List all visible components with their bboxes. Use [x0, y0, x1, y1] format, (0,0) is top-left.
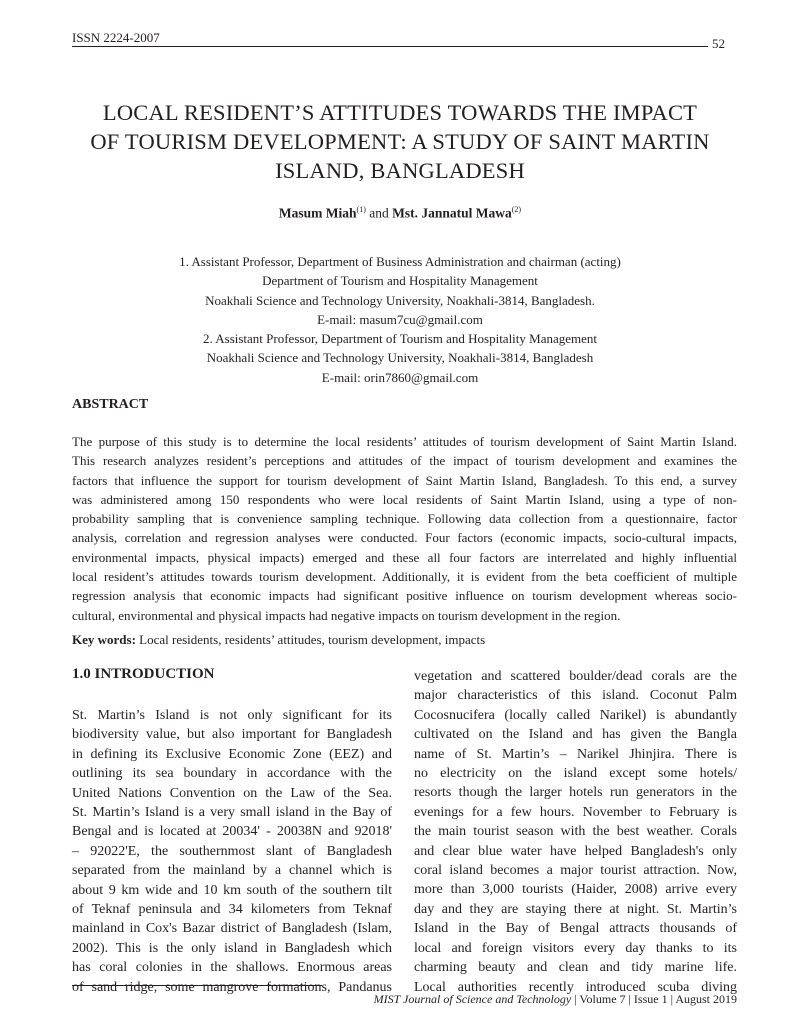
- author-name: Masum Miah: [278, 205, 357, 221]
- introduction-heading: 1.0 INTRODUCTION: [72, 666, 215, 682]
- abstract-line: probability sampling that is convenience sampling technique. Following data collection from a questionnaire, factor: [72, 511, 737, 527]
- body-line: charming beauty and clean and tidy marine life.: [414, 960, 737, 976]
- keywords-label: Key words:: [72, 632, 136, 647]
- body-line: separated from the mainland by a channel which is: [72, 863, 392, 879]
- affiliation-line: Noakhali Science and Technology University, Noakhali-3814, Bangladesh.: [205, 292, 595, 308]
- keywords: [72, 632, 485, 648]
- abstract-line: cultural, environmental and physical impacts had negative impacts on tourism development in the region.: [72, 607, 621, 623]
- affiliation-line: 1. Assistant Professor, Department of Business Administration and chairman (acting): [179, 254, 621, 269]
- body-line: of sand ridge, some mangrove formations, Pandanus: [72, 979, 392, 995]
- body-line: Cocosnucifera (locally called Narikel) is abundantly: [414, 707, 737, 723]
- body-line: cultivated on the Island and has given the Bangla: [414, 727, 737, 743]
- body-line: Island in the Bay of Bengal attracts thousands of: [414, 921, 737, 937]
- issn-label: ISSN 2224-2007: [72, 30, 160, 45]
- abstract-line: regression analysis that economic impacts had significant positive influence on tourism development whereas socio-: [72, 588, 737, 604]
- title-line: OF TOURISM DEVELOPMENT: A STUDY OF SAINT MARTIN: [90, 129, 710, 154]
- body-line: coral island becomes a major tourist attraction. Now,: [414, 863, 737, 879]
- body-line: United Nations Convention on the Law of the Sea.: [72, 785, 392, 801]
- abstract-heading: ABSTRACT: [72, 397, 149, 412]
- affiliation-line: 2. Assistant Professor, Department of Tourism and Hospitality Management: [202, 331, 598, 347]
- author-conjunction: and: [365, 205, 393, 221]
- body-line: – 92022'E, the southernmost slant of Bangladesh: [72, 843, 392, 859]
- body-line: resorts though the larger hotels run generators in the: [414, 785, 737, 801]
- footer-divider: [72, 985, 322, 986]
- abstract-line: local resident’s attitudes towards tourism development. Additionally, it is evident from the beta coefficient of multiple: [72, 569, 737, 585]
- body-line: has coral colonies in the shallows. Enormous areas: [72, 960, 392, 976]
- body-line: vegetation and scattered boulder/dead corals are the: [414, 669, 737, 684]
- abstract-line: The purpose of this study is to determine the local residents’ attitudes of tourism development of Saint Martin Island.: [72, 434, 737, 449]
- body-line: more than 3,000 tourists (Haider, 2008) arrive every: [414, 882, 737, 898]
- paper-title: [60, 98, 740, 185]
- abstract-line: This research analyzes resident’s perceptions and attitudes of the impact of tourism development and examines the: [72, 453, 737, 469]
- author-superscript: (1): [356, 205, 366, 214]
- header-divider: [72, 46, 708, 47]
- title-line: ISLAND, BANGLADESH: [275, 158, 525, 183]
- body-line: outlining its sea boundary in accordance with the: [72, 766, 392, 782]
- journal-footer: [340, 992, 737, 1007]
- body-line: St. Martin’s Island is a very small island in the Bay of: [72, 805, 392, 821]
- body-line: Local authorities recently introduced scuba diving: [414, 979, 737, 995]
- body-line: the main tourist season with the best weather. Corals: [414, 824, 737, 840]
- affiliation-line: Noakhali Science and Technology University, Noakhali-3814, Bangladesh: [206, 350, 594, 366]
- abstract-line: analysis, correlation and regression analyses were conducted. Four factors (economic impacts, socio-cultural impacts,: [72, 530, 737, 546]
- affiliations: [60, 252, 740, 387]
- author-superscript: (2): [511, 205, 522, 214]
- keywords-text: Local residents, residents’ attitudes, tourism development, impacts: [135, 632, 486, 647]
- page-number: 52: [712, 36, 725, 51]
- affiliation-email: E-mail: orin7860@gmail.com: [321, 369, 479, 385]
- body-line: about 9 km wide and 10 km south of the southern tilt: [72, 882, 392, 898]
- body-line: St. Martin’s Island is not only significant for its: [72, 708, 392, 723]
- body-line: day and they are staying there at night. St. Martin’s: [414, 901, 737, 917]
- author-list: [60, 205, 740, 222]
- body-line: 2002). This is the only island in Bangladesh which: [72, 940, 392, 956]
- author-name: Mst. Jannatul Mawa: [392, 205, 512, 221]
- body-line: evenings for a few hours. November to February is: [414, 804, 737, 820]
- journal-issue-details: | Volume 7 | Issue 1 | August 2019: [571, 992, 737, 1006]
- title-line: LOCAL RESIDENT’S ATTITUDES TOWARDS THE IMPACT: [102, 100, 698, 125]
- body-line: mainland in Cox's Bazar district of Bangladesh (Islam,: [72, 921, 392, 937]
- body-line: name of St. Martin’s – Narikel Jhinjira. There is: [414, 746, 737, 762]
- body-line: major characteristics of this island. Coconut Palm: [414, 688, 737, 704]
- body-line: Bengal and is located at 20034' - 20038N and 92018': [72, 824, 392, 840]
- body-line: no electricity on the island except some hotels/: [414, 766, 737, 782]
- journal-name: MIST Journal of Science and Technology: [373, 992, 572, 1006]
- abstract-body: [72, 432, 737, 625]
- body-line: local and foreign visitors every day thanks to its: [414, 940, 737, 956]
- body-line: and clear blue water have helped Bangladesh's only: [414, 843, 737, 859]
- abstract-line: factors that influence the support for tourism development of Saint Martin Island, Bangladesh. To this end, a survey: [72, 472, 737, 488]
- body-line: in defining its Exclusive Economic Zone (EEZ) and: [72, 746, 392, 762]
- affiliation-line: Department of Tourism and Hospitality Management: [262, 273, 538, 289]
- body-column-left: [72, 706, 392, 997]
- affiliation-email: E-mail: masum7cu@gmail.com: [317, 311, 483, 327]
- abstract-line: was administered among 150 respondents who were local residents of Saint Martin Island, using a type of non-: [72, 491, 737, 507]
- body-line: biodiversity value, but also important for Bangladesh: [72, 727, 392, 743]
- body-line: of Teknaf peninsula and 34 kilometers from Teknaf: [72, 902, 392, 918]
- abstract-line: environmental impacts, physical impacts) emerged and these all four factors are interrelated and highly influential: [72, 549, 737, 565]
- body-column-right: [414, 667, 737, 997]
